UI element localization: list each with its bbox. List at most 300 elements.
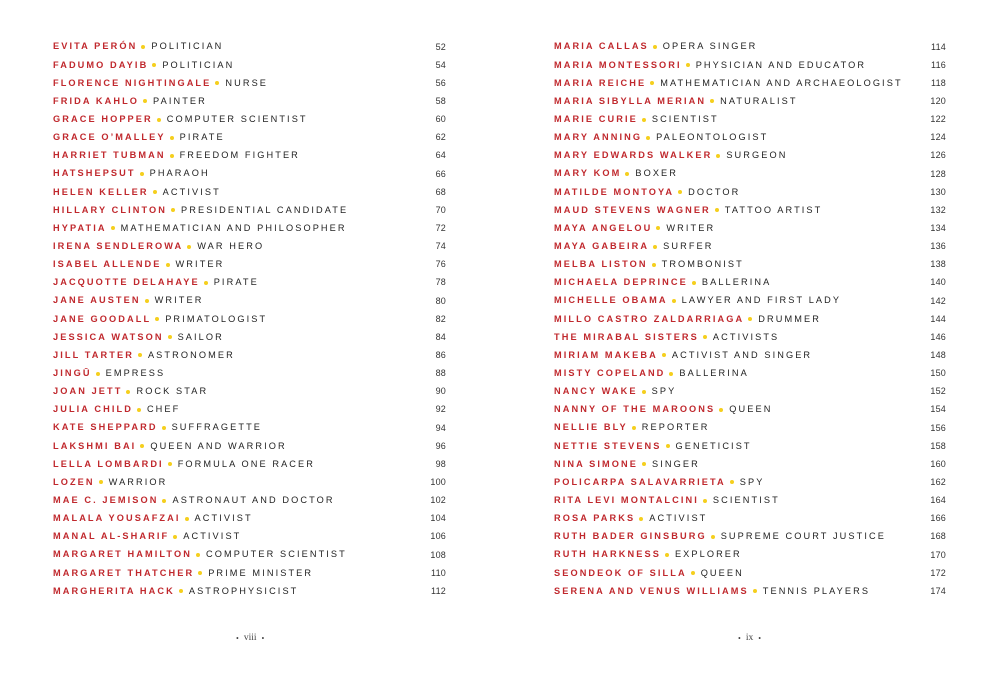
toc-entry[interactable] bbox=[554, 564, 946, 582]
separator-dot-icon bbox=[639, 517, 643, 521]
entry-page-number: 54 bbox=[435, 59, 446, 70]
toc-entry[interactable] bbox=[53, 38, 446, 56]
toc-list-right bbox=[554, 38, 946, 600]
entry-name: MICHAELA DEPRINCE bbox=[554, 277, 688, 288]
entry-name: NINA SIMONE bbox=[554, 458, 639, 469]
entry-name: RITA LEVI MONTALCINI bbox=[554, 494, 699, 505]
entry-role: OPERA SINGER bbox=[662, 41, 758, 52]
entry-name: JILL TARTER bbox=[53, 349, 134, 360]
entry-role: PRESIDENTIAL CANDIDATE bbox=[181, 204, 349, 215]
toc-entry[interactable] bbox=[554, 256, 946, 274]
entry-name: LELLA LOMBARDI bbox=[53, 458, 164, 469]
entry-role: WRITER bbox=[154, 295, 204, 306]
separator-dot-icon bbox=[691, 571, 695, 575]
folio-bullet-icon: • bbox=[236, 633, 239, 643]
entry-role: PAINTER bbox=[153, 95, 207, 106]
entry-name: POLICARPA SALAVARRIETA bbox=[554, 476, 726, 487]
entry-name: FLORENCE NIGHTINGALE bbox=[53, 77, 212, 88]
entry-name: MAE C. JEMISON bbox=[53, 494, 159, 505]
toc-entry[interactable] bbox=[53, 111, 446, 129]
toc-entry[interactable] bbox=[554, 111, 946, 129]
entry-page-number: 126 bbox=[930, 150, 946, 161]
entry-page-number: 142 bbox=[930, 295, 946, 306]
toc-entry[interactable] bbox=[554, 183, 946, 201]
entry-role: COMPUTER SCIENTIST bbox=[205, 549, 347, 560]
entry-role: QUEEN bbox=[729, 404, 773, 415]
entry-page-number: 170 bbox=[930, 549, 946, 560]
toc-entry[interactable] bbox=[554, 274, 946, 292]
entry-role: PRIMATOLOGIST bbox=[165, 313, 268, 324]
entry-name: JINGŪ bbox=[53, 368, 92, 378]
entry-name: RUTH BADER GINSBURG bbox=[554, 531, 707, 542]
toc-entry[interactable] bbox=[554, 473, 946, 491]
toc-entry[interactable] bbox=[53, 383, 446, 401]
toc-entry[interactable] bbox=[53, 56, 446, 74]
separator-dot-icon bbox=[625, 172, 629, 176]
entry-role: PRIME MINISTER bbox=[208, 567, 314, 578]
entry-page-number: 140 bbox=[930, 277, 946, 288]
toc-entry[interactable] bbox=[554, 165, 946, 183]
separator-dot-icon bbox=[669, 372, 673, 376]
separator-dot-icon bbox=[665, 553, 669, 557]
entry-page-number: 88 bbox=[435, 368, 446, 379]
separator-dot-icon bbox=[170, 136, 174, 140]
entry-role: TATTOO ARTIST bbox=[724, 204, 823, 215]
entry-name: ISABEL ALLENDE bbox=[53, 259, 162, 270]
toc-entry[interactable] bbox=[53, 238, 446, 256]
separator-dot-icon bbox=[166, 263, 170, 267]
entry-page-number: 158 bbox=[930, 440, 946, 451]
entry-page-number: 94 bbox=[435, 422, 446, 433]
entry-name: JACQUOTTE DELAHAYE bbox=[53, 277, 200, 288]
entry-name: LAKSHMI BAI bbox=[53, 440, 137, 451]
entry-page-number: 172 bbox=[930, 567, 946, 578]
entry-page-number: 70 bbox=[435, 204, 446, 215]
entry-name: MARGARET THATCHER bbox=[53, 567, 195, 578]
entry-name: MAUD STEVENS WAGNER bbox=[554, 204, 711, 215]
toc-entry[interactable] bbox=[554, 56, 946, 74]
entry-name: EVITA PERÓN bbox=[53, 41, 138, 52]
entry-page-number: 156 bbox=[930, 422, 946, 433]
separator-dot-icon bbox=[678, 190, 682, 194]
entry-role: ACTIVIST bbox=[194, 513, 253, 524]
entry-page-number: 146 bbox=[930, 331, 946, 342]
toc-entry[interactable] bbox=[53, 310, 446, 328]
separator-dot-icon bbox=[719, 408, 723, 412]
entry-page-number: 132 bbox=[930, 204, 946, 215]
toc-entry[interactable] bbox=[554, 129, 946, 147]
entry-name: NETTIE STEVENS bbox=[554, 440, 662, 451]
toc-entry[interactable] bbox=[53, 564, 446, 582]
entry-role: MATHEMATICIAN AND ARCHAEOLOGIST bbox=[660, 77, 903, 88]
toc-entry[interactable] bbox=[53, 401, 446, 419]
toc-entry[interactable] bbox=[53, 365, 446, 383]
entry-name: HELEN KELLER bbox=[53, 186, 149, 197]
toc-entry[interactable] bbox=[53, 201, 446, 219]
entry-page-number: 60 bbox=[435, 114, 446, 125]
entry-role: ACTIVIST AND SINGER bbox=[671, 349, 813, 360]
entry-page-number: 84 bbox=[435, 331, 446, 342]
entry-role: ROCK STAR bbox=[136, 386, 209, 397]
separator-dot-icon bbox=[173, 535, 177, 539]
toc-entry[interactable] bbox=[554, 310, 946, 328]
entry-page-number: 150 bbox=[930, 368, 946, 379]
entry-page-number: 66 bbox=[435, 168, 446, 179]
entry-page-number: 128 bbox=[930, 168, 946, 179]
entry-role: FREEDOM FIGHTER bbox=[179, 150, 300, 161]
entry-role: POLITICIAN bbox=[162, 59, 235, 70]
toc-entry[interactable] bbox=[53, 528, 446, 546]
entry-role: ACTIVIST bbox=[162, 186, 221, 197]
entry-page-number: 122 bbox=[930, 114, 946, 125]
separator-dot-icon bbox=[196, 553, 200, 557]
entry-role: DOCTOR bbox=[688, 186, 741, 197]
entry-page-number: 124 bbox=[930, 132, 946, 143]
entry-role: BALLERINA bbox=[679, 368, 749, 378]
entry-role: ACTIVIST bbox=[649, 513, 708, 524]
toc-entry[interactable] bbox=[554, 546, 946, 564]
entry-name: KATE SHEPPARD bbox=[53, 422, 158, 433]
entry-page-number: 130 bbox=[930, 186, 946, 197]
separator-dot-icon bbox=[126, 390, 130, 394]
entry-page-number: 152 bbox=[930, 386, 946, 397]
entry-role: CHEF bbox=[146, 404, 181, 415]
entry-name: JOAN JETT bbox=[53, 386, 123, 397]
entry-name: MARIA MONTESSORI bbox=[554, 59, 682, 70]
separator-dot-icon bbox=[215, 81, 219, 85]
separator-dot-icon bbox=[162, 499, 166, 503]
entry-page-number: 80 bbox=[435, 295, 446, 306]
separator-dot-icon bbox=[672, 299, 676, 303]
entry-page-number: 148 bbox=[930, 349, 946, 360]
toc-entry[interactable] bbox=[554, 510, 946, 528]
entry-name: RUTH HARKNESS bbox=[554, 549, 661, 560]
entry-role: POLITICIAN bbox=[151, 41, 224, 52]
toc-entry[interactable] bbox=[554, 346, 946, 364]
entry-page-number: 78 bbox=[435, 277, 446, 288]
entry-name: MARIE CURIE bbox=[554, 114, 638, 125]
entry-page-number: 110 bbox=[431, 567, 446, 578]
entry-name: NANCY WAKE bbox=[554, 386, 638, 397]
entry-name: NELLIE BLY bbox=[554, 422, 628, 433]
entry-name: HATSHEPSUT bbox=[53, 168, 136, 179]
entry-name: ROSA PARKS bbox=[554, 513, 636, 524]
separator-dot-icon bbox=[748, 317, 752, 321]
toc-entry[interactable] bbox=[554, 582, 946, 600]
entry-page-number: 114 bbox=[931, 41, 946, 52]
toc-entry[interactable] bbox=[554, 328, 946, 346]
separator-dot-icon bbox=[642, 462, 646, 466]
toc-entry[interactable] bbox=[554, 238, 946, 256]
entry-name: HILLARY CLINTON bbox=[53, 204, 168, 215]
entry-name: MAYA GABEIRA bbox=[554, 241, 650, 252]
entry-page-number: 62 bbox=[435, 132, 446, 143]
entry-name: MARIA REICHE bbox=[554, 77, 647, 88]
separator-dot-icon bbox=[703, 335, 707, 339]
separator-dot-icon bbox=[145, 299, 149, 303]
separator-dot-icon bbox=[168, 335, 172, 339]
separator-dot-icon bbox=[138, 353, 142, 357]
entry-page-number: 64 bbox=[435, 150, 446, 161]
entry-page-number: 72 bbox=[435, 222, 446, 233]
entry-page-number: 102 bbox=[430, 495, 446, 506]
toc-list-left bbox=[53, 38, 446, 600]
entry-role: SUPREME COURT JUSTICE bbox=[720, 531, 886, 542]
entry-page-number: 154 bbox=[930, 404, 946, 415]
entry-role: ASTRONAUT AND DOCTOR bbox=[172, 494, 335, 505]
entry-page-number: 82 bbox=[435, 313, 446, 324]
toc-entry[interactable] bbox=[554, 528, 946, 546]
separator-dot-icon bbox=[99, 480, 103, 484]
entry-role: GENETICIST bbox=[675, 440, 752, 451]
entry-page-number: 116 bbox=[931, 59, 946, 70]
toc-entry[interactable] bbox=[53, 328, 446, 346]
separator-dot-icon bbox=[204, 281, 208, 285]
entry-role: SCIENTIST bbox=[712, 494, 780, 505]
entry-page-number: 74 bbox=[435, 241, 446, 252]
separator-dot-icon bbox=[730, 480, 734, 484]
separator-dot-icon bbox=[650, 81, 654, 85]
separator-dot-icon bbox=[140, 444, 144, 448]
toc-entry[interactable] bbox=[554, 292, 946, 310]
entry-name: MARIA SIBYLLA MERIAN bbox=[554, 95, 707, 106]
entry-role: SAILOR bbox=[177, 331, 224, 342]
entry-role: EXPLORER bbox=[674, 549, 742, 560]
toc-entry[interactable] bbox=[53, 183, 446, 201]
entry-role: QUEEN AND WARRIOR bbox=[150, 440, 287, 451]
entry-name: JESSICA WATSON bbox=[53, 331, 164, 342]
separator-dot-icon bbox=[170, 154, 174, 158]
entry-name: GRACE O’MALLEY bbox=[53, 132, 166, 143]
toc-entry[interactable] bbox=[554, 365, 946, 383]
toc-entry[interactable] bbox=[554, 219, 946, 237]
separator-dot-icon bbox=[157, 118, 161, 122]
entry-name: MARIA CALLAS bbox=[554, 41, 649, 52]
entry-role: SCIENTIST bbox=[651, 114, 719, 125]
entry-name: MAYA ANGELOU bbox=[554, 222, 653, 233]
separator-dot-icon bbox=[753, 589, 757, 593]
separator-dot-icon bbox=[666, 444, 670, 448]
separator-dot-icon bbox=[642, 118, 646, 122]
entry-page-number: 76 bbox=[435, 259, 446, 270]
entry-role: COMPUTER SCIENTIST bbox=[166, 114, 308, 125]
entry-role: SINGER bbox=[652, 458, 700, 469]
separator-dot-icon bbox=[141, 45, 145, 49]
entry-page-number: 112 bbox=[431, 585, 446, 596]
entry-name: MIRIAM MAKEBA bbox=[554, 349, 658, 360]
toc-entry[interactable] bbox=[554, 455, 946, 473]
entry-role: QUEEN bbox=[700, 567, 744, 578]
separator-dot-icon bbox=[171, 208, 175, 212]
toc-entry[interactable] bbox=[554, 383, 946, 401]
entry-role: PIRATE bbox=[179, 132, 225, 143]
toc-entry[interactable] bbox=[53, 346, 446, 364]
entry-role: REPORTER bbox=[641, 422, 710, 433]
right-page bbox=[500, 0, 1000, 679]
separator-dot-icon bbox=[652, 263, 656, 267]
entry-role: PHYSICIAN AND EDUCATOR bbox=[695, 59, 867, 70]
entry-role: SPY bbox=[739, 476, 765, 487]
entry-page-number: 120 bbox=[930, 95, 946, 106]
toc-entry[interactable] bbox=[53, 455, 446, 473]
entry-page-number: 100 bbox=[430, 476, 446, 487]
separator-dot-icon bbox=[692, 281, 696, 285]
entry-page-number: 138 bbox=[930, 259, 946, 270]
toc-entry[interactable] bbox=[554, 74, 946, 92]
separator-dot-icon bbox=[179, 589, 183, 593]
toc-entry[interactable] bbox=[554, 201, 946, 219]
entry-page-number: 160 bbox=[930, 458, 946, 469]
entry-role: ACTIVIST bbox=[183, 531, 242, 542]
entry-page-number: 90 bbox=[435, 386, 446, 397]
entry-page-number: 136 bbox=[930, 241, 946, 252]
entry-page-number: 52 bbox=[435, 41, 446, 52]
entry-name: MELBA LISTON bbox=[554, 259, 648, 270]
toc-entry[interactable] bbox=[53, 437, 446, 455]
separator-dot-icon bbox=[632, 426, 636, 430]
toc-entry[interactable] bbox=[53, 74, 446, 92]
entry-name: MARY EDWARDS WALKER bbox=[554, 150, 713, 161]
separator-dot-icon bbox=[198, 571, 202, 575]
entry-name: MATILDE MONTOYA bbox=[554, 186, 675, 197]
entry-role: SUFFRAGETTE bbox=[171, 422, 263, 433]
entry-page-number: 92 bbox=[435, 404, 446, 415]
separator-dot-icon bbox=[686, 63, 690, 67]
toc-entry[interactable] bbox=[53, 510, 446, 528]
entry-page-number: 106 bbox=[430, 531, 446, 542]
entry-name: MILLO CASTRO ZALDARRIAGA bbox=[554, 313, 745, 324]
entry-role: ASTRONOMER bbox=[147, 349, 235, 360]
folio-bullet-icon: • bbox=[758, 633, 762, 643]
folio-bullet-icon: • bbox=[738, 633, 741, 643]
entry-name: GRACE HOPPER bbox=[53, 114, 153, 125]
entry-name: JULIA CHILD bbox=[53, 404, 133, 415]
toc-entry[interactable] bbox=[53, 473, 446, 491]
toc-entry[interactable] bbox=[53, 292, 446, 310]
entry-page-number: 162 bbox=[930, 476, 946, 487]
separator-dot-icon bbox=[187, 245, 191, 249]
entry-name: MARY KOM bbox=[554, 168, 622, 179]
entry-role: WRITER bbox=[175, 259, 225, 270]
entry-role: NATURALIST bbox=[720, 95, 798, 106]
entry-role: WAR HERO bbox=[197, 241, 265, 252]
entry-role: PALEONTOLOGIST bbox=[656, 132, 769, 143]
entry-role: BOXER bbox=[635, 168, 679, 179]
toc-entry[interactable] bbox=[53, 546, 446, 564]
toc-entry[interactable] bbox=[53, 492, 446, 510]
toc-entry[interactable] bbox=[554, 437, 946, 455]
separator-dot-icon bbox=[716, 154, 720, 158]
separator-dot-icon bbox=[155, 317, 159, 321]
toc-entry[interactable] bbox=[554, 38, 946, 56]
separator-dot-icon bbox=[96, 372, 100, 376]
toc-entry[interactable] bbox=[53, 256, 446, 274]
entry-page-number: 96 bbox=[435, 440, 446, 451]
entry-name: HYPATIA bbox=[53, 222, 107, 233]
toc-entry[interactable] bbox=[554, 401, 946, 419]
toc-entry[interactable] bbox=[53, 92, 446, 110]
entry-page-number: 134 bbox=[930, 222, 946, 233]
separator-dot-icon bbox=[185, 517, 189, 521]
separator-dot-icon bbox=[662, 353, 666, 357]
entry-name: NANNY OF THE MAROONS bbox=[554, 404, 716, 415]
entry-role: PIRATE bbox=[213, 277, 259, 288]
toc-entry[interactable] bbox=[554, 419, 946, 437]
entry-page-number: 58 bbox=[435, 95, 446, 106]
entry-name: SERENA AND VENUS WILLIAMS bbox=[554, 585, 749, 596]
toc-entry[interactable] bbox=[53, 419, 446, 437]
separator-dot-icon bbox=[710, 99, 714, 103]
entry-name: MICHELLE OBAMA bbox=[554, 295, 668, 306]
entry-role: SURGEON bbox=[726, 150, 788, 161]
entry-name: MARGARET HAMILTON bbox=[53, 549, 192, 560]
entry-name: FADUMO DAYIB bbox=[53, 59, 149, 70]
separator-dot-icon bbox=[653, 45, 657, 49]
entry-role: EMPRESS bbox=[105, 368, 166, 378]
entry-role: WARRIOR bbox=[108, 476, 168, 487]
separator-dot-icon bbox=[715, 208, 719, 212]
entry-role: DRUMMER bbox=[758, 313, 821, 324]
entry-name: JANE GOODALL bbox=[53, 313, 152, 324]
separator-dot-icon bbox=[111, 226, 115, 230]
separator-dot-icon bbox=[143, 99, 147, 103]
entry-page-number: 104 bbox=[430, 513, 446, 524]
separator-dot-icon bbox=[168, 462, 172, 466]
entry-role: ACTIVISTS bbox=[712, 331, 780, 342]
toc-entry[interactable] bbox=[53, 219, 446, 237]
toc-entry[interactable] bbox=[53, 147, 446, 165]
entry-role: LAWYER AND FIRST LADY bbox=[681, 295, 842, 306]
folio-number: viii bbox=[243, 633, 257, 643]
entry-name: MISTY COPELAND bbox=[554, 368, 666, 378]
entry-name: JANE AUSTEN bbox=[53, 295, 141, 306]
entry-name: MANAL AL-SHARIF bbox=[53, 531, 170, 542]
entry-role: PHARAOH bbox=[149, 168, 210, 179]
folio-bullet-icon: • bbox=[261, 633, 265, 643]
entry-role: SPY bbox=[651, 386, 677, 397]
entry-page-number: 108 bbox=[430, 549, 446, 560]
entry-page-number: 168 bbox=[930, 531, 946, 542]
entry-page-number: 56 bbox=[435, 77, 446, 88]
entry-role: ASTROPHYSICIST bbox=[188, 585, 299, 596]
separator-dot-icon bbox=[140, 172, 144, 176]
entry-page-number: 164 bbox=[930, 495, 946, 506]
entry-role: BALLERINA bbox=[701, 277, 772, 288]
entry-name: MARY ANNING bbox=[554, 132, 643, 143]
toc-entry[interactable] bbox=[53, 274, 446, 292]
separator-dot-icon bbox=[137, 408, 141, 412]
toc-entry[interactable] bbox=[554, 92, 946, 110]
toc-entry[interactable] bbox=[53, 129, 446, 147]
entry-page-number: 118 bbox=[931, 77, 946, 88]
entry-role: MATHEMATICIAN AND PHILOSOPHER bbox=[120, 222, 347, 233]
toc-entry[interactable] bbox=[554, 147, 946, 165]
entry-page-number: 144 bbox=[930, 313, 946, 324]
toc-entry[interactable] bbox=[53, 582, 446, 600]
separator-dot-icon bbox=[646, 136, 650, 140]
folio-number: ix bbox=[745, 633, 754, 643]
entry-role: NURSE bbox=[225, 77, 269, 88]
toc-entry[interactable] bbox=[53, 165, 446, 183]
entry-name: HARRIET TUBMAN bbox=[53, 150, 166, 161]
entry-name: MARGHERITA HACK bbox=[53, 585, 175, 596]
separator-dot-icon bbox=[153, 190, 157, 194]
toc-entry[interactable] bbox=[554, 492, 946, 510]
separator-dot-icon bbox=[162, 426, 166, 430]
separator-dot-icon bbox=[642, 390, 646, 394]
entry-role: TENNIS PLAYERS bbox=[762, 585, 871, 596]
entry-role: FORMULA ONE RACER bbox=[177, 458, 316, 469]
